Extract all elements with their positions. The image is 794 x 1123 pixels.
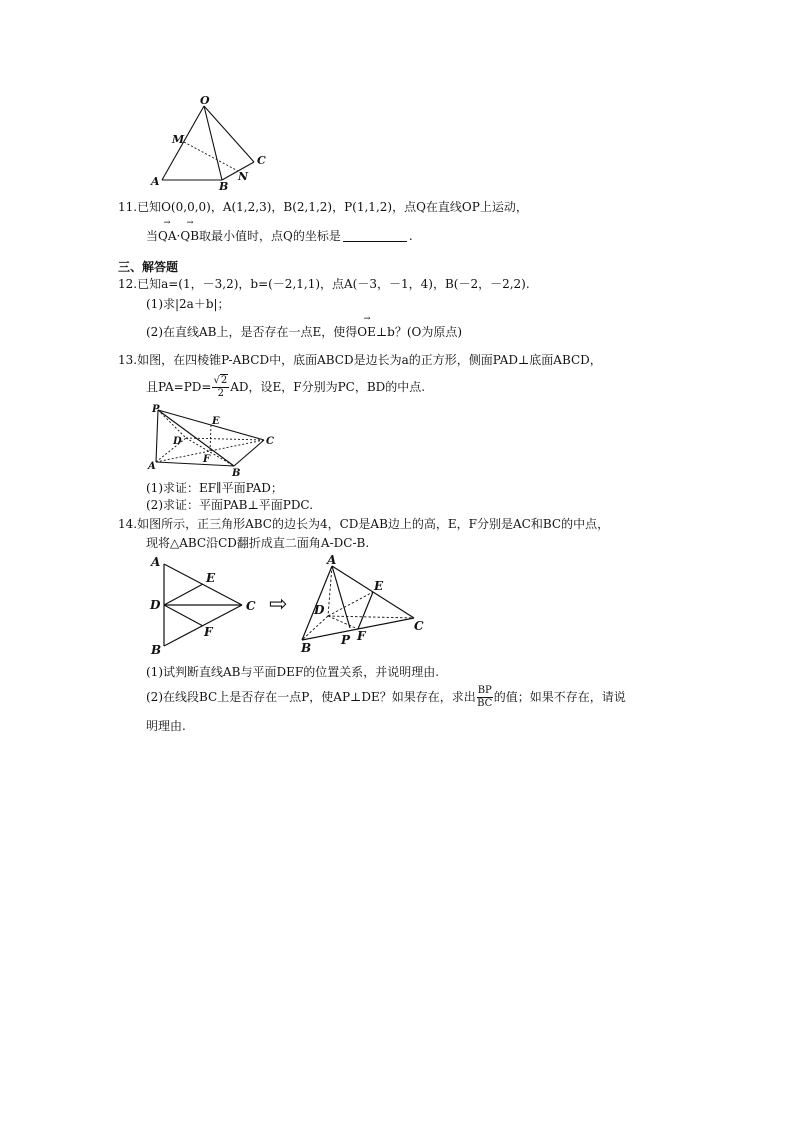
label-E: E	[212, 416, 220, 427]
label-P: P	[152, 404, 160, 415]
label-B: B	[219, 180, 229, 192]
edge-PA	[156, 410, 158, 462]
label-A: A	[151, 175, 160, 188]
q11-number: 11.	[118, 200, 138, 214]
edge-DC-right	[328, 616, 414, 618]
label-E-right: E	[374, 579, 384, 593]
label-B-right: B	[301, 641, 312, 655]
q11-line1	[118, 199, 528, 215]
q12-part2: (2)在直线AB上，是否存在一点E，使得→ OE⊥b？(O为原点)	[146, 324, 462, 340]
edge-DB-right	[302, 616, 328, 640]
edge-BC	[234, 440, 264, 466]
pyramid-figure	[146, 402, 281, 478]
edge-OC	[204, 106, 254, 162]
label-E-left: E	[206, 571, 216, 585]
label-M: M	[172, 133, 185, 146]
segment-EF-right	[358, 592, 373, 629]
q14-part2-line2: 明理由.	[146, 719, 186, 733]
label-D: D	[173, 436, 182, 447]
q13-line1: 13.如图，在四棱锥P-ABCD中，底面ABCD是边长为a的正方形，侧面PAD⊥底面ABCD，	[118, 353, 602, 367]
label-D-left: D	[150, 598, 161, 612]
edge-MN	[184, 142, 238, 171]
q13-part2: (2)求证：平面PAB⊥平面PDC.	[146, 498, 314, 512]
tetrahedron-figure	[140, 92, 280, 192]
q14-line1: 14.如图所示，正三角形ABC的边长为4，CD是AB边上的高，E，F分别是AC和BC的中点，	[118, 517, 610, 531]
fraction-BP-over-BC: $\frac{BP}{BC}$	[477, 685, 493, 709]
label-A-right: A	[327, 553, 337, 567]
label-C: C	[266, 436, 274, 447]
q14-line2: 现将△ABC沿CD翻折成直二面角A-DC-B.	[146, 536, 370, 550]
segment-DE-right	[328, 592, 373, 616]
segment-DE-left	[164, 584, 203, 605]
q13-line2: 且PA=PD= $\frac{√2}{2}$ AD，设E，F分别为PC，BD的中点.	[146, 375, 426, 399]
label-A-left: A	[151, 555, 161, 569]
label-C-left: C	[246, 599, 256, 613]
vector-OE: → OE	[357, 324, 376, 340]
q12-part1: (1)求|2a＋b|；	[146, 297, 230, 311]
q12-number: 12.	[118, 277, 138, 291]
triangle-fold-figure	[146, 552, 446, 658]
label-N: N	[238, 170, 249, 183]
section-heading: 三、解答题	[118, 260, 179, 274]
q13-number: 13.	[118, 353, 138, 367]
label-C-right: C	[414, 619, 424, 633]
label-B: B	[232, 468, 241, 478]
label-C: C	[257, 154, 266, 167]
label-F: F	[203, 454, 211, 465]
fraction-sqrt2-over-2: $\frac{√2}{2}$	[213, 375, 228, 399]
q12-line1: 12.已知a=(1，－3,2)，b=(－2,1,1)，点A(－3，－1，4)，B(－2，－2,2).	[118, 277, 530, 291]
vector-QB: → QB	[180, 228, 199, 244]
label-D-right: D	[314, 603, 325, 617]
label-B-left: B	[151, 643, 162, 657]
label-P-right: P	[341, 633, 351, 647]
segment-DF-left	[164, 605, 203, 626]
segment-DF-right	[328, 616, 358, 629]
edge-OB	[204, 106, 222, 180]
label-F-left: F	[204, 625, 213, 639]
transform-arrow-icon: ⇨	[269, 592, 288, 617]
vector-QA: → QA	[158, 228, 177, 244]
edge-AB	[156, 462, 234, 466]
q11-line2: 当→ QA·→ QB取最小值时，点Q的坐标是 .	[146, 228, 413, 244]
answer-blank	[343, 229, 407, 242]
q14-part1: (1)试判断直线AB与平面DEF的位置关系，并说明理由.	[146, 665, 440, 679]
label-F-right: F	[357, 629, 366, 643]
q11-text: 已知O(0,0,0)，A(1,2,3)，B(2,1,2)，P(1,1,2)，点Q在直线OP上运动，	[137, 200, 528, 214]
q13-part1: (1)求证：EF∥平面PAD；	[146, 481, 283, 495]
q14-number: 14.	[118, 517, 138, 531]
label-O: O	[200, 94, 210, 107]
label-A: A	[148, 461, 156, 472]
q14-part2: (2)在线段BC上是否存在一点P，使AP⊥DE？如果存在，求出 $\frac{BP}{BC}$ 的值；如果不存在，请说	[146, 685, 626, 709]
